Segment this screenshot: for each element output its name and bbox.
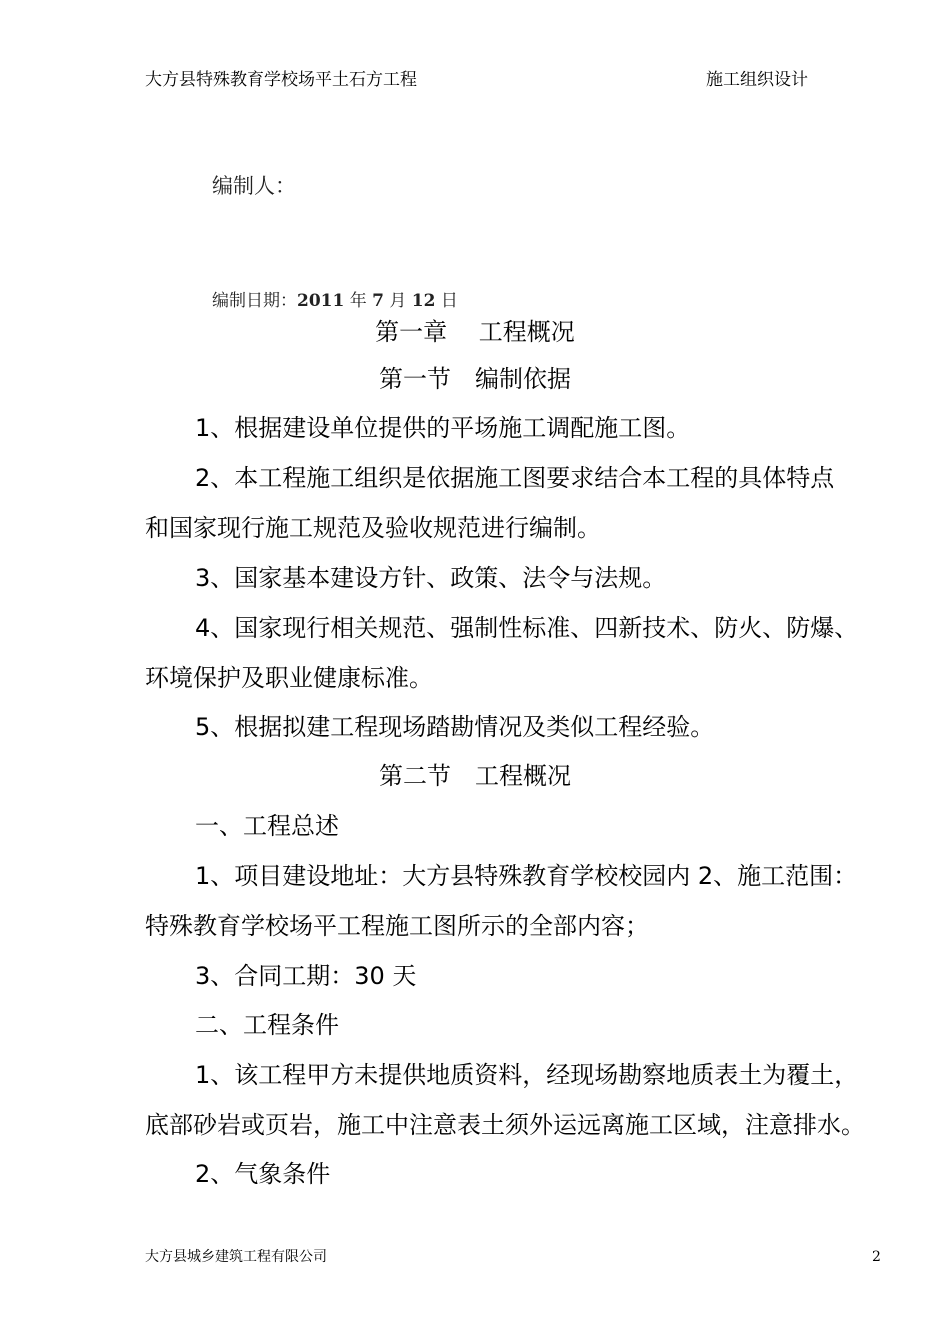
date-year-unit: 年 <box>344 291 373 311</box>
section-2-title: 第二节 工程概况 <box>379 762 571 790</box>
header-document-type: 施工组织设计 <box>706 70 808 90</box>
section-2-line-continued: 底部砂岩或页岩，施工中注意表土须外运远离施工区域，注意排水。 <box>145 1111 865 1139</box>
date-year: 2011 <box>297 291 345 311</box>
section-1-item: 2、本工程施工组织是依据施工图要求结合本工程的具体特点 <box>195 464 835 492</box>
section-1-item: 3、国家基本建设方针、政策、法令与法规。 <box>195 564 667 592</box>
section-1-item: 1、根据建设单位提供的平场施工调配施工图。 <box>195 414 691 442</box>
section-2-line: 2、气象条件 <box>195 1160 331 1188</box>
section-1-title: 第一节 编制依据 <box>379 365 571 393</box>
section-2-line: 1、项目建设地址：大方县特殊教育学校校园内 2、施工范围： <box>195 862 858 890</box>
subsection-heading: 二、工程条件 <box>195 1011 339 1039</box>
chapter-title: 第一章 工程概况 <box>375 318 575 346</box>
header-project-title: 大方县特殊教育学校场平土石方工程 <box>145 70 417 90</box>
date-month-unit: 月 <box>383 291 412 311</box>
section-2-line: 3、合同工期：30 天 <box>195 962 417 990</box>
page-number: 2 <box>872 1249 881 1265</box>
compiler-label: 编制人： <box>212 174 296 198</box>
section-1-item-continued: 环境保护及职业健康标准。 <box>145 664 433 692</box>
date-day-unit: 日 <box>435 291 458 311</box>
date-day: 12 <box>411 291 436 311</box>
date-month: 7 <box>372 291 384 311</box>
date-label: 编制日期： <box>212 291 297 311</box>
section-1-item-continued: 和国家现行施工规范及验收规范进行编制。 <box>145 514 601 542</box>
section-1-item: 5、根据拟建工程现场踏勘情况及类似工程经验。 <box>195 713 715 741</box>
section-2-line: 1、该工程甲方未提供地质资料，经现场勘察地质表土为覆土， <box>195 1061 859 1089</box>
compile-date <box>212 288 458 314</box>
section-1-item: 4、国家现行相关规范、强制性标准、四新技术、防火、防爆、 <box>195 614 859 642</box>
footer-company-name: 大方县城乡建筑工程有限公司 <box>145 1249 327 1265</box>
subsection-heading: 一、工程总述 <box>195 812 339 840</box>
section-2-line-continued: 特殊教育学校场平工程施工图所示的全部内容； <box>145 912 649 940</box>
